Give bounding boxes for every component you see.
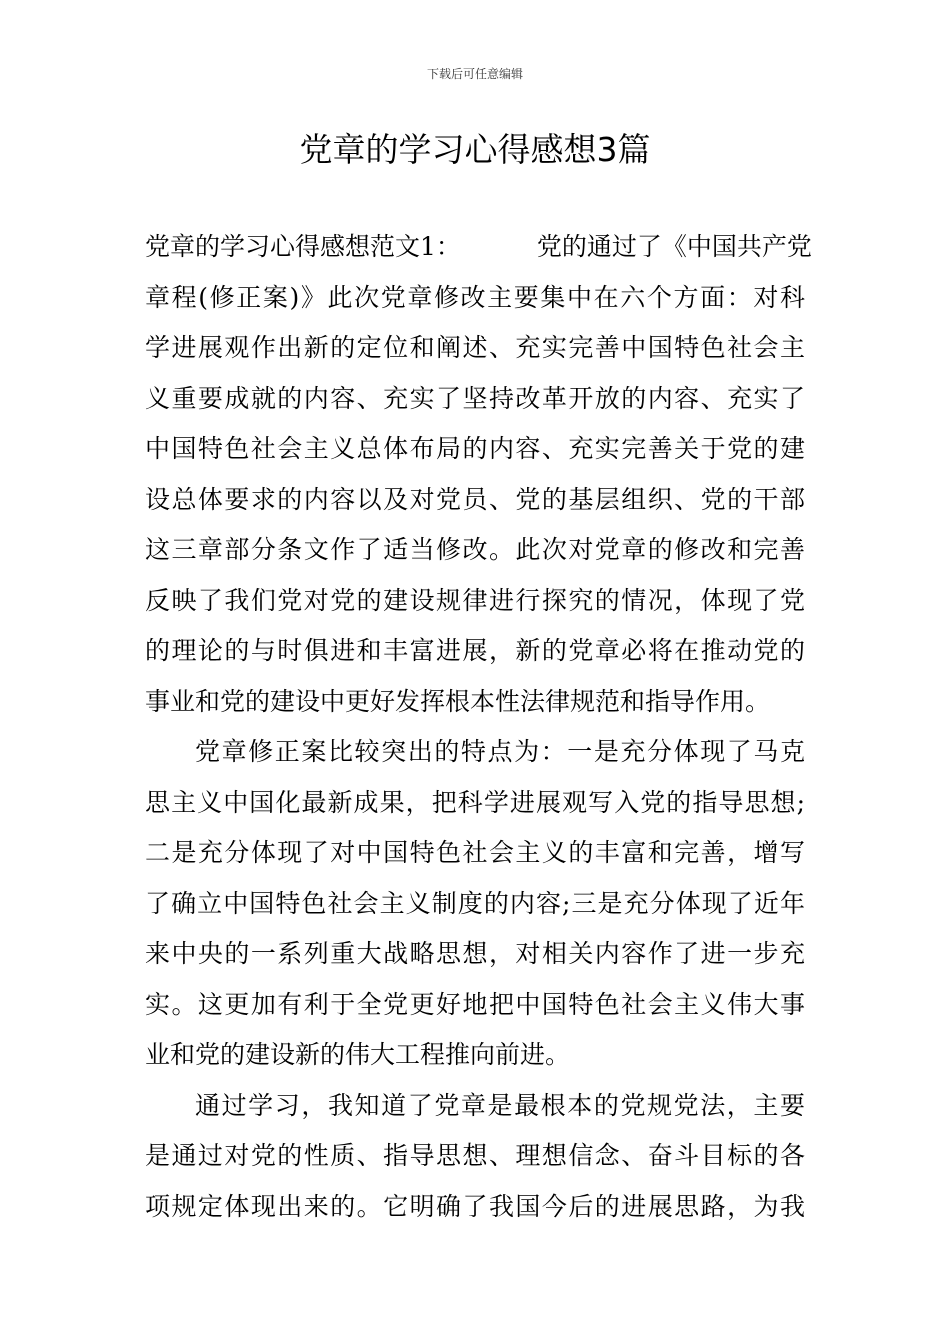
paragraph-line: 设总体要求的内容以及对党员、党的基层组织、党的干部 bbox=[145, 484, 805, 514]
paragraph-line: 二是充分体现了对中国特色社会主义的丰富和完善，增写 bbox=[145, 838, 805, 867]
paragraph-line: 业和党的建设新的伟大工程推向前进。 bbox=[145, 1040, 571, 1069]
document-body bbox=[145, 222, 812, 1232]
paragraph-line: 学进展观作出新的定位和阐述、充实完善中国特色社会主 bbox=[145, 333, 805, 362]
paragraph-line: 思主义中国化最新成果，把科学进展观写入党的指导思想; bbox=[145, 787, 805, 817]
paragraph-line: 义重要成就的内容、充实了坚持改革开放的内容、充实了 bbox=[145, 383, 805, 413]
paragraph-line: 通过学习，我知道了党章是最根本的党规党法，主要 bbox=[195, 1090, 805, 1120]
paragraph-line: 项规定体现出来的。它明确了我国今后的进展思路，为我 bbox=[145, 1191, 805, 1221]
paragraph-line: 中国特色社会主义总体布局的内容、充实完善关于党的建 bbox=[145, 434, 805, 463]
paragraph-line: 是通过对党的性质、指导思想、理想信念、奋斗目标的各 bbox=[145, 1141, 805, 1170]
paragraph-line: 的理论的与时俱进和丰富进展，新的党章必将在推动党的 bbox=[145, 636, 805, 665]
section-label: 党章的学习心得感想范文1： bbox=[145, 232, 461, 261]
header-note: 下载后可任意编辑 bbox=[426, 67, 523, 81]
section-lead-text: 党的通过了《中国共产党 bbox=[536, 232, 812, 261]
paragraph-3 bbox=[145, 1081, 805, 1233]
paragraph-line bbox=[145, 222, 812, 273]
paragraph-line: 实。这更加有利于全党更好地把中国特色社会主义伟大事 bbox=[145, 989, 805, 1019]
document-title: 党章的学习心得感想3篇 bbox=[299, 130, 651, 169]
paragraph-line: 来中央的一系列重大战略思想，对相关内容作了进一步充 bbox=[145, 939, 805, 968]
paragraph-line: 章程(修正案)》此次党章修改主要集中在六个方面：对科 bbox=[145, 282, 805, 312]
paragraph-line: 党章修正案比较突出的特点为：一是充分体现了马克 bbox=[195, 737, 805, 766]
paragraph-2 bbox=[145, 727, 805, 1081]
paragraph-line: 事业和党的建设中更好发挥根本性法律规范和指导作用。 bbox=[145, 686, 771, 716]
paragraph-line: 了确立中国特色社会主义制度的内容;三是充分体现了近年 bbox=[145, 888, 805, 918]
paragraph-line: 反映了我们党对党的建设规律进行探究的情况，体现了党 bbox=[145, 585, 805, 615]
paragraph-line: 这三章部分条文作了适当修改。此次对党章的修改和完善 bbox=[145, 535, 805, 564]
paragraph-1 bbox=[145, 222, 812, 727]
